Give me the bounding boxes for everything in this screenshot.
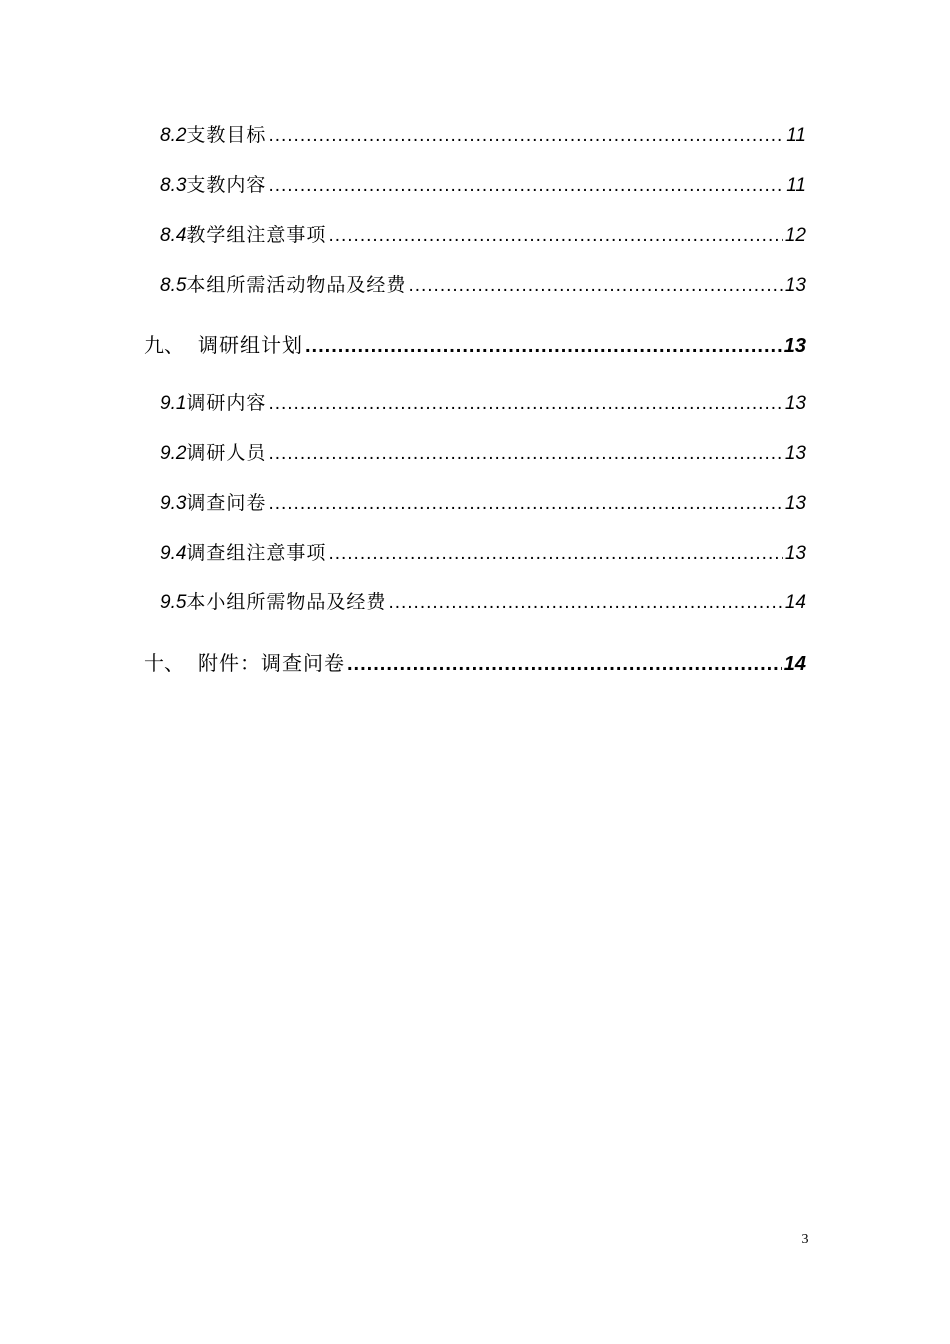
toc-dot-leader — [268, 443, 782, 465]
toc-dot-leader — [268, 393, 782, 415]
toc-entry-number: 8.4 — [160, 225, 187, 246]
toc-entry-page: 11 — [786, 125, 806, 146]
toc-entry-number: 9.2 — [160, 443, 187, 464]
toc-dot-leader — [408, 275, 782, 297]
toc-dot-leader — [268, 175, 784, 197]
toc-entry-number: 9.3 — [160, 493, 187, 514]
toc-entry-title: 调查组注意事项 — [186, 542, 327, 564]
toc-entry-title: 调查问卷 — [186, 492, 267, 514]
toc-entry-title: 调研人员 — [186, 442, 267, 464]
toc-dot-leader — [328, 225, 782, 247]
toc-chapter-page: 14 — [783, 653, 806, 675]
toc-entry-number: 8.5 — [160, 275, 187, 296]
toc-entry-page: 11 — [786, 175, 806, 196]
toc-entry-8-3[interactable] — [160, 170, 806, 200]
toc-entry-number: 8.2 — [160, 125, 187, 146]
toc-dot-leader — [347, 653, 782, 676]
toc-dot-leader — [305, 335, 782, 358]
toc-chapter-title: 附件：调查问卷 — [198, 651, 345, 675]
toc-dot-leader — [268, 493, 782, 515]
toc-entry-page: 13 — [784, 393, 806, 414]
toc-chapter-page: 13 — [783, 335, 806, 357]
toc-entry-8-5[interactable] — [160, 270, 806, 300]
toc-entry-number: 9.1 — [160, 393, 187, 414]
toc-entry-page: 13 — [784, 275, 806, 296]
toc-entry-title: 教学组注意事项 — [186, 224, 327, 246]
toc-dot-leader — [268, 125, 784, 147]
toc-entry-8-4[interactable] — [160, 220, 806, 250]
toc-entry-9-2[interactable] — [160, 438, 806, 468]
toc-entry-title: 本组所需活动物品及经费 — [186, 274, 407, 296]
page-number: 3 — [801, 1232, 809, 1247]
toc-entry-9-1[interactable] — [160, 388, 806, 418]
toc-chapter-number: 十、 — [144, 651, 184, 675]
toc-entry-8-2[interactable] — [160, 120, 806, 150]
toc-entry-page: 13 — [784, 493, 806, 514]
toc-entry-page: 14 — [784, 592, 806, 613]
toc-entry-number: 9.5 — [160, 592, 187, 613]
toc-chapter-9[interactable] — [144, 329, 806, 359]
toc-entry-title: 支教内容 — [186, 174, 267, 196]
toc-dot-leader — [328, 543, 782, 565]
toc-entry-page: 12 — [784, 225, 806, 246]
toc-entry-title: 调研内容 — [186, 392, 267, 414]
toc-entry-9-4[interactable] — [160, 538, 806, 568]
toc-chapter-10[interactable] — [144, 647, 806, 677]
toc-entry-9-3[interactable] — [160, 488, 806, 518]
toc-dot-leader — [388, 592, 782, 614]
toc-chapter-number: 九、 — [144, 333, 184, 357]
toc-chapter-title: 调研组计划 — [198, 333, 303, 357]
toc-entry-number: 9.4 — [160, 543, 187, 564]
toc-entry-title: 支教目标 — [186, 124, 267, 146]
toc-entry-title: 本小组所需物品及经费 — [186, 591, 387, 613]
toc-entry-9-5[interactable] — [160, 587, 806, 617]
toc-entry-page: 13 — [784, 443, 806, 464]
toc-entry-page: 13 — [784, 543, 806, 564]
toc-entry-number: 8.3 — [160, 175, 187, 196]
